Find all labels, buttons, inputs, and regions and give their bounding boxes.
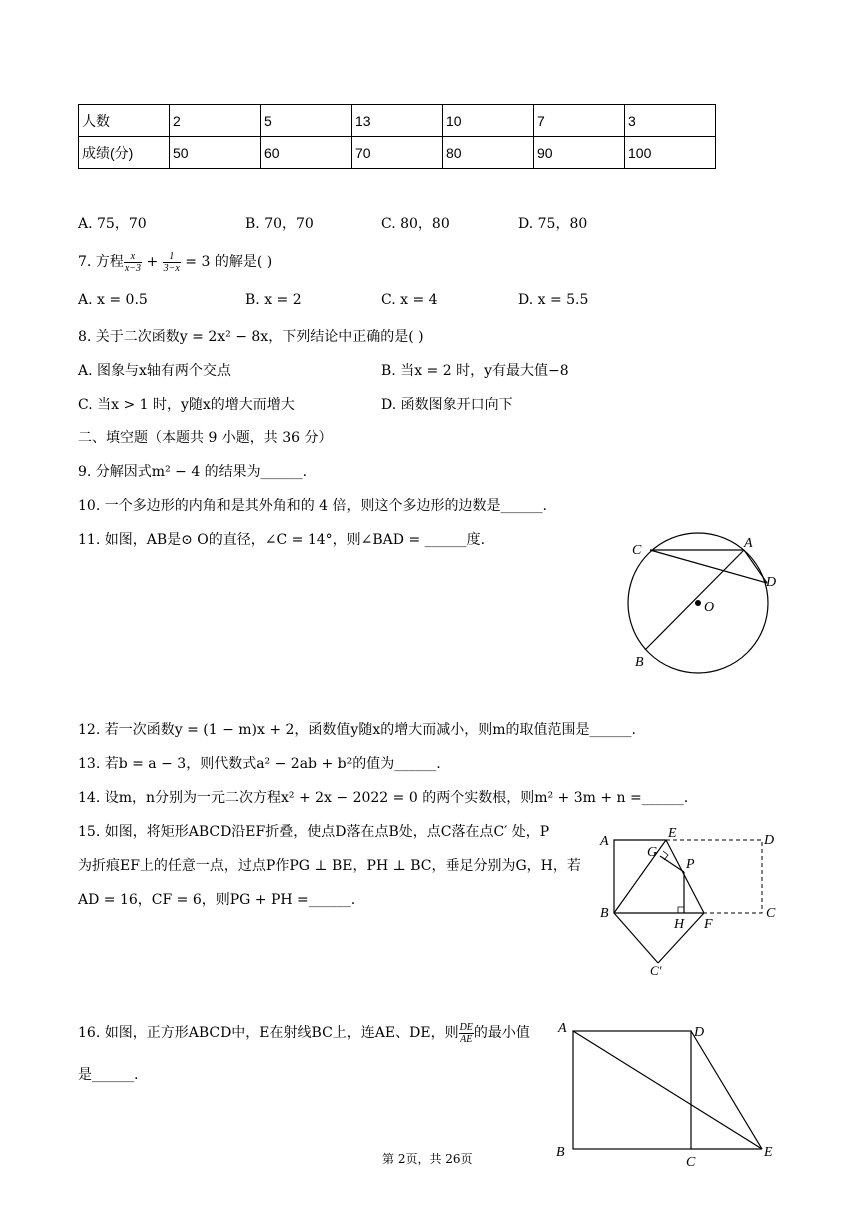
q15-line-1: 15. 如图，将矩形ABCD沿EF折叠，使点D落在点B处，点C落在点C′ 处，P — [78, 824, 550, 840]
q6-option-d: D. 75，80 — [518, 216, 588, 232]
q15-fold-figure — [596, 820, 786, 980]
q8-option-a: A. 图象与x轴有两个交点 — [78, 363, 231, 379]
q16-square-figure — [552, 1016, 782, 1166]
q7-option-b: B. x = 2 — [245, 292, 302, 308]
q8-option-c: C. 当x > 1 时，y随x的增大而增大 — [78, 397, 295, 413]
label-c-prime: C′ — [650, 963, 662, 978]
q8-stem: 8. 关于二次函数y = 2x² − 8x，下列结论中正确的是( ) — [78, 329, 424, 345]
label-p: P — [686, 857, 695, 872]
q13-stem: 13. 若b = a − 3，则代数式a² − 2ab + b²的值为______. — [78, 756, 441, 772]
label-a: A — [558, 1021, 567, 1036]
section-heading: 二、填空题（本题共 9 小题，共 36 分） — [78, 430, 333, 446]
q7-suffix: = 3 的解是( ) — [180, 254, 273, 270]
label-d: D — [764, 833, 775, 848]
page-footer: 第 2页，共 26页 — [382, 1152, 473, 1166]
q6-option-c: C. 80，80 — [381, 216, 450, 232]
table-cell: 10 — [443, 105, 534, 137]
q10-stem: 10. 一个多边形的内角和是其外角和的 4 倍，则这个多边形的边数是______. — [78, 498, 547, 514]
q15-line-2: 为折痕EF上的任意一点，过点P作PG ⊥ BE，PH ⊥ BC，垂足分别为G，H，若 — [78, 858, 581, 874]
q12-stem: 12. 若一次函数y = (1 − m)x + 2，函数值y随x的增大而减小，则m的取值范围是______. — [78, 722, 636, 738]
q7-option-a: A. x = 0.5 — [78, 292, 148, 308]
q11-circle-figure — [620, 530, 780, 680]
table-cell: 80 — [443, 137, 534, 169]
table-cell: 60 — [261, 137, 352, 169]
q9-stem: 9. 分解因式m² − 4 的结果为______. — [78, 464, 308, 480]
q16-line-1: 16. 如图，正方形ABCD中，E在射线BC上，连AE、DE，则 $\frac{DE}{AE}$ 的最小值 — [78, 1021, 530, 1045]
label-b: B — [600, 906, 609, 921]
table-cell: 13 — [352, 105, 443, 137]
label-c: C — [766, 906, 776, 921]
q7-option-d: D. x = 5.5 — [518, 292, 589, 308]
table-cell: 人数 — [79, 105, 170, 137]
q7-plus: + — [142, 254, 163, 270]
table-row — [79, 105, 716, 137]
label-f: F — [704, 917, 713, 932]
table-cell: 成绩(分) — [79, 137, 170, 169]
q6-option-b: B. 70，70 — [245, 216, 314, 232]
q6-option-a: A. 75，70 — [78, 216, 147, 232]
label-b: B — [635, 655, 644, 670]
q7-fraction-1: $\frac{x}{x-3}$ — [124, 250, 141, 274]
label-b: B — [556, 1145, 565, 1160]
table-cell: 3 — [625, 105, 716, 137]
table-cell: 70 — [352, 137, 443, 169]
score-table — [78, 104, 716, 169]
q7-option-c: C. x = 4 — [381, 292, 438, 308]
q16-fraction: $\frac{DE}{AE}$ — [459, 1021, 473, 1045]
q11-stem: 11. 如图，AB是⊙ O的直径，∠C = 14°，则∠BAD = ______度. — [78, 532, 486, 548]
table-row — [79, 137, 716, 169]
table-cell: 5 — [261, 105, 352, 137]
table-cell: 2 — [170, 105, 261, 137]
q14-stem: 14. 设m，n分别为一元二次方程x² + 2x − 2022 = 0 的两个实数根，则m² + 3m + n =______. — [78, 790, 689, 806]
label-a: A — [744, 536, 753, 551]
label-e: E — [764, 1145, 773, 1160]
label-a: A — [600, 834, 609, 849]
q7-prefix: 7. 方程 — [78, 254, 124, 270]
q7-fraction-2: $\frac{1}{3-x}$ — [163, 250, 180, 274]
label-g: G — [647, 845, 658, 860]
table-cell: 100 — [625, 137, 716, 169]
table-cell: 7 — [534, 105, 625, 137]
label-d: D — [694, 1025, 705, 1040]
table-cell: 50 — [170, 137, 261, 169]
table-cell: 90 — [534, 137, 625, 169]
label-c: C — [686, 1155, 696, 1166]
q16-line-2: 是______. — [78, 1067, 139, 1083]
q7-stem — [78, 249, 272, 275]
label-e: E — [668, 826, 677, 841]
label-h: H — [674, 917, 685, 932]
q8-option-d: D. 函数图象开口向下 — [381, 397, 513, 413]
label-c: C — [632, 543, 642, 558]
label-o: O — [704, 600, 715, 615]
q15-line-3: AD = 16，CF = 6，则PG + PH =______. — [78, 892, 356, 908]
q8-option-b: B. 当x = 2 时，y有最大值−8 — [381, 363, 569, 379]
label-d: D — [766, 575, 777, 590]
